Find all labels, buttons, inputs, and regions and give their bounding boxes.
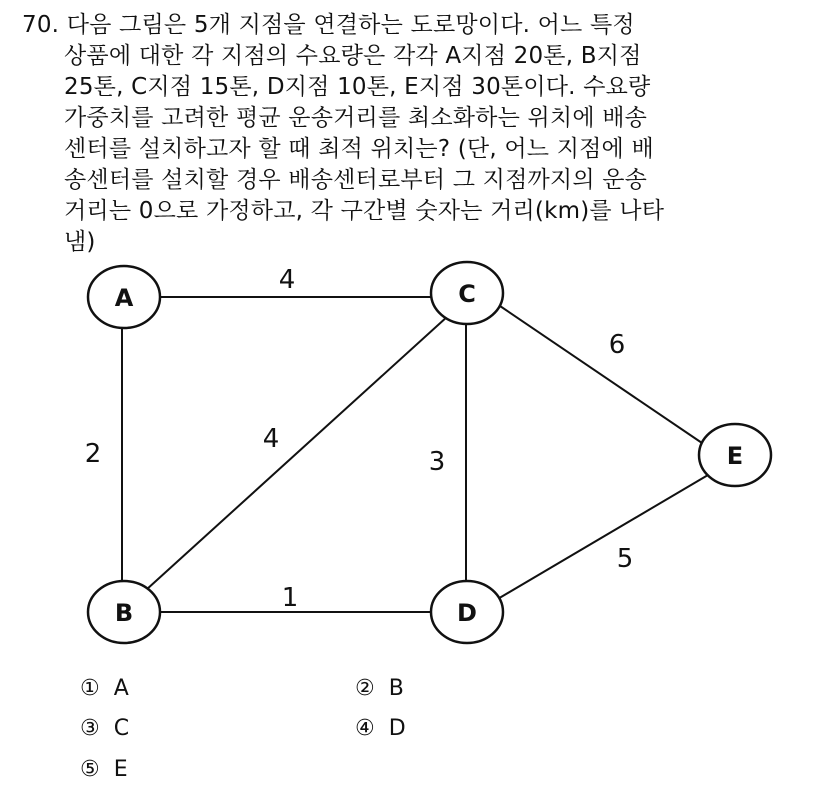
option-3[interactable] bbox=[80, 716, 129, 741]
edge-c-e bbox=[500, 306, 702, 443]
node-label-d: D bbox=[457, 599, 477, 627]
node-label-a: A bbox=[114, 284, 134, 312]
distance-a-b: 2 bbox=[84, 439, 102, 469]
option-mark: ① bbox=[80, 676, 100, 701]
edge-d-e bbox=[496, 475, 708, 600]
node-label-e: E bbox=[726, 442, 744, 470]
node-label-c: C bbox=[458, 280, 476, 308]
node-label-b: B bbox=[114, 599, 134, 627]
question-line-6: 송센터를 설치할 경우 배송센터로부터 그 지점까지의 운송 bbox=[64, 167, 648, 193]
edge-b-c bbox=[146, 316, 448, 590]
distance-d-e: 5 bbox=[616, 544, 634, 574]
option-label: B bbox=[388, 676, 404, 701]
distance-c-d: 3 bbox=[428, 447, 446, 477]
option-mark: ④ bbox=[355, 716, 375, 741]
option-label: D bbox=[388, 716, 406, 741]
question-line-2: 상품에 대한 각 지점의 수요량은 각각 A지점 20톤, B지점 bbox=[64, 43, 642, 69]
distance-a-c: 4 bbox=[278, 265, 296, 295]
option-label: E bbox=[113, 757, 128, 782]
question-line-4: 가중치를 고려한 평균 운송거리를 최소화하는 위치에 배송 bbox=[64, 105, 648, 131]
question-text: 다음 그림은 5개 지점을 연결하는 도로망이다. 어느 특정 bbox=[66, 12, 635, 38]
option-label: A bbox=[113, 676, 129, 701]
distance-c-e: 6 bbox=[608, 330, 626, 360]
distance-b-d: 1 bbox=[281, 583, 299, 613]
question-number: 70. bbox=[22, 12, 60, 38]
option-label: C bbox=[113, 716, 130, 741]
question-line-5: 센터를 설치하고자 할 때 최적 위치는? (단, 어느 지점에 배 bbox=[64, 136, 654, 162]
option-2[interactable] bbox=[355, 676, 404, 701]
option-1[interactable] bbox=[80, 676, 129, 701]
option-mark: ② bbox=[355, 676, 375, 701]
option-mark: ③ bbox=[80, 716, 100, 741]
option-mark: ⑤ bbox=[80, 757, 100, 782]
question-line-3: 25톤, C지점 15톤, D지점 10톤, E지점 30톤이다. 수요량 bbox=[64, 74, 651, 100]
question-line-8: 냄) bbox=[64, 229, 96, 255]
question-line-7: 거리는 0으로 가정하고, 각 구간별 숫자는 거리(km)를 나타 bbox=[64, 198, 665, 224]
option-5[interactable] bbox=[80, 757, 128, 782]
option-4[interactable] bbox=[355, 716, 406, 741]
distance-b-c: 4 bbox=[262, 424, 280, 454]
